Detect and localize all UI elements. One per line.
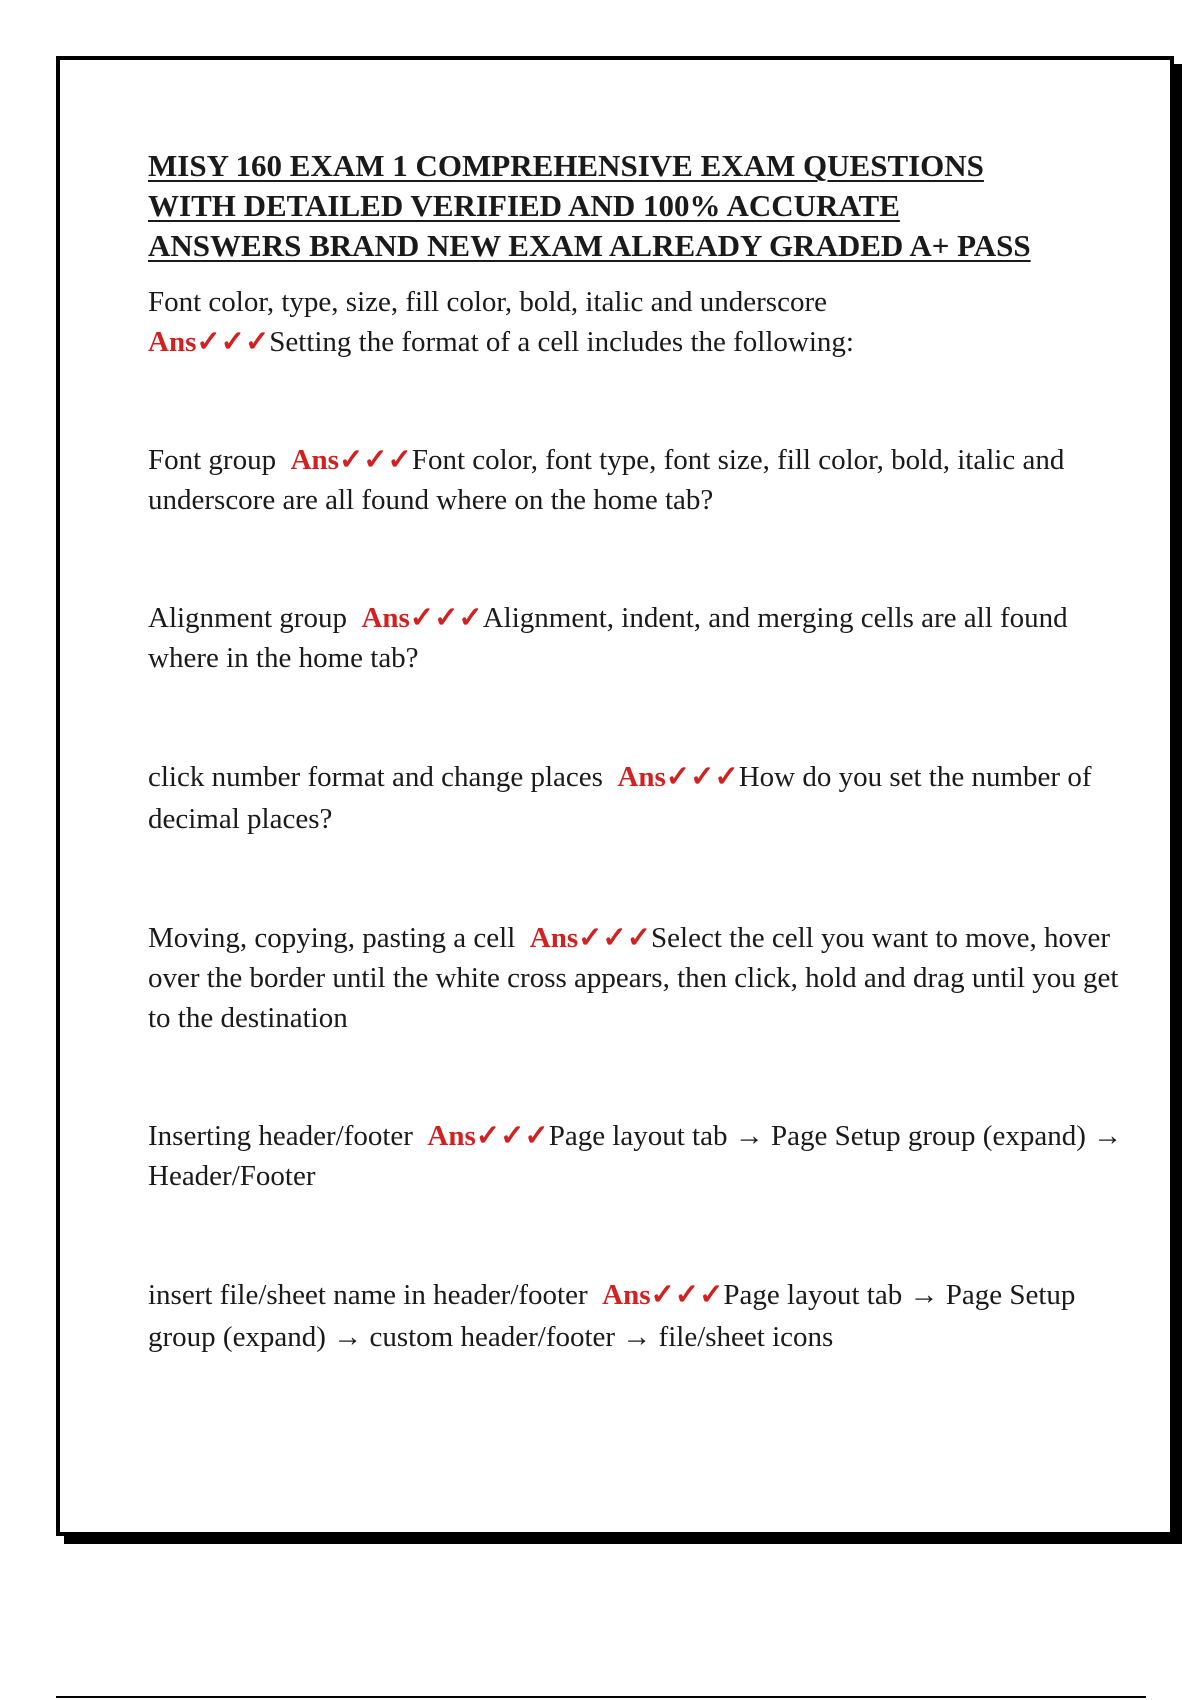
ans-marker: Ans✓✓✓ xyxy=(427,1120,549,1152)
entry-answer: insert file/sheet name in header/footer xyxy=(148,1279,588,1311)
qa-entry xyxy=(148,1274,1138,1358)
ans-marker: Ans✓✓✓ xyxy=(617,761,739,793)
document-title xyxy=(148,146,1138,266)
entry-question: Font color, font type, font size, fill color, bold, italic and underscore are all found where on the home tab? xyxy=(148,444,1065,516)
entry-answer: Alignment group xyxy=(148,602,347,634)
qa-entry xyxy=(148,1116,1138,1196)
entry-question: Page layout tab → Page Setup group (expand) → Header/Footer xyxy=(148,1120,1123,1192)
ans-marker: Ans✓✓✓ xyxy=(602,1279,724,1311)
qa-entry xyxy=(148,756,1138,840)
bottom-rule xyxy=(56,1696,1146,1698)
entry-answer: Moving, copying, pasting a cell xyxy=(148,922,516,954)
entry-question: Select the cell you want to move, hover over the border until the white cross appears, then click, hold and drag until you get to the destination xyxy=(148,922,1119,1034)
ans-marker: Ans✓✓✓ xyxy=(361,602,483,634)
qa-entry xyxy=(148,918,1138,1038)
page-frame xyxy=(56,56,1174,1536)
entry-question: Page layout tab → Page Setup group (expand) → custom header/footer → file/sheet icons xyxy=(148,1279,1076,1353)
ans-marker: Ans✓✓✓ xyxy=(529,922,652,954)
entry-question: Alignment, indent, and merging cells are all found where in the home tab? xyxy=(148,602,1068,674)
qa-entry xyxy=(148,440,1138,520)
entry-answer: click number format and change places xyxy=(148,761,603,793)
entry-answer: Inserting header/footer xyxy=(148,1120,413,1152)
title-line: WITH DETAILED VERIFIED AND 100% ACCURATE xyxy=(148,188,900,223)
entry-answer: Font group xyxy=(148,444,277,476)
document-content xyxy=(148,146,1138,1358)
qa-entry xyxy=(148,598,1138,678)
entry-question: Setting the format of a cell includes the following: xyxy=(269,326,854,358)
ans-marker: Ans✓✓✓ xyxy=(290,444,412,476)
qa-entry xyxy=(148,282,1138,362)
entry-answer: Font color, type, size, fill color, bold, italic and underscore xyxy=(148,286,827,318)
ans-marker: Ans✓✓✓ xyxy=(148,326,270,358)
title-line: MISY 160 EXAM 1 COMPREHENSIVE EXAM QUESTIONS xyxy=(148,148,984,183)
entry-question: How do you set the number of decimal places? xyxy=(148,761,1092,835)
title-line: ANSWERS BRAND NEW EXAM ALREADY GRADED A+ PASS xyxy=(148,228,1031,263)
